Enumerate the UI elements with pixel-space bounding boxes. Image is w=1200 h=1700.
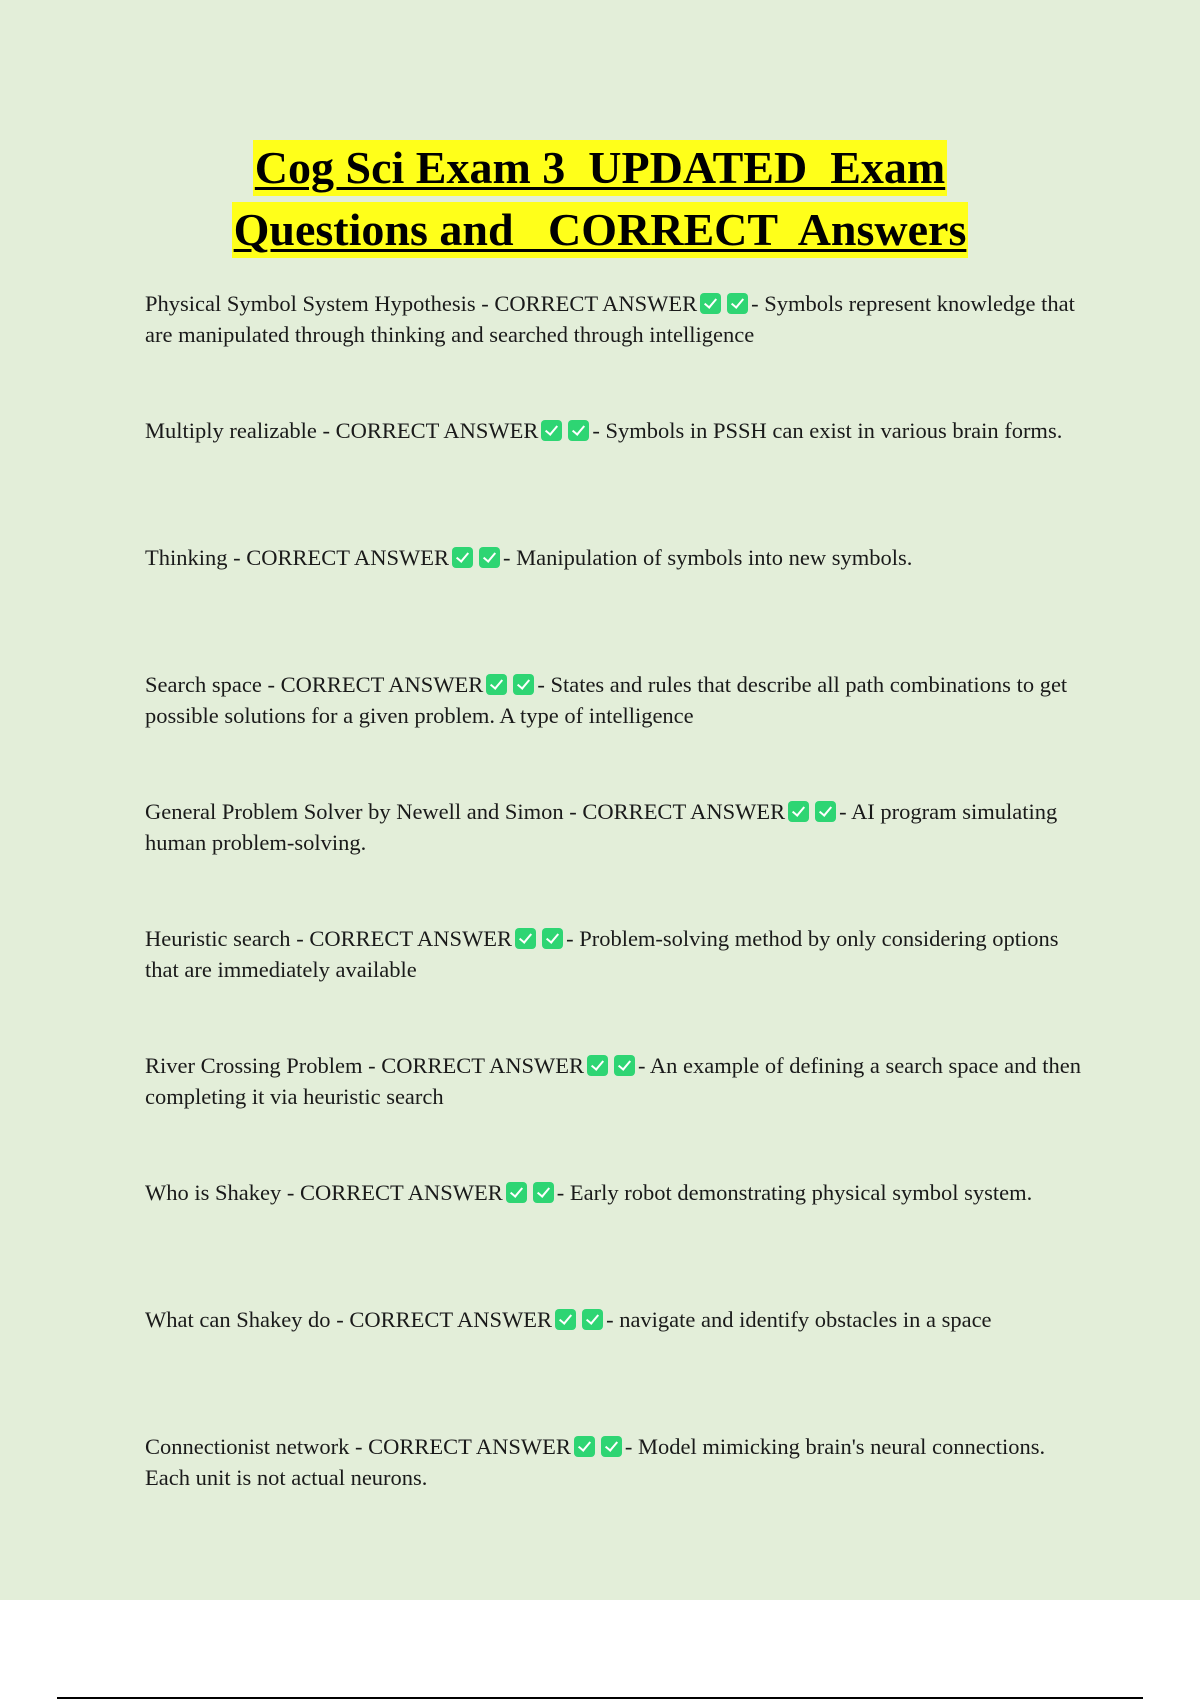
footer-divider	[57, 1697, 1143, 1699]
qa-answer: Symbols in PSSH can exist in various brain forms.	[605, 418, 1063, 443]
check-mark-button-icon	[574, 1436, 595, 1457]
qa-answer: Model mimicking brain's neural connections. Each unit is not actual neurons.	[145, 1434, 1046, 1490]
qa-item: River Crossing Problem - CORRECT ANSWER - An example of defining a search space and then completing it via heuristic search	[145, 1053, 1081, 1109]
check-mark-button-icon	[555, 1309, 576, 1330]
qa-item: General Problem Solver by Newell and Simon - CORRECT ANSWER - AI program simulating human problem-solving.	[145, 799, 1058, 855]
qa-answer: Manipulation of symbols into new symbols.	[516, 545, 913, 570]
check-mark-button-icon	[614, 1055, 635, 1076]
qa-term: Physical Symbol System Hypothesis	[145, 291, 476, 316]
correct-answer-marker: CORRECT ANSWER	[309, 926, 513, 951]
qa-item: Connectionist network - CORRECT ANSWER - Model mimicking brain's neural connections. Each unit is not actual neurons.	[145, 1434, 1046, 1490]
correct-answer-marker: CORRECT ANSWER	[494, 291, 698, 316]
page-title	[0, 140, 1200, 258]
check-mark-button-icon	[700, 293, 721, 314]
qa-item: Thinking - CORRECT ANSWER - Manipulation of symbols into new symbols.	[145, 545, 913, 570]
qa-term: Thinking	[145, 545, 228, 570]
check-mark-button-icon	[486, 674, 507, 695]
check-mark-button-icon	[542, 928, 563, 949]
qa-answer: Problem-solving method by only considering options that are immediately available	[145, 926, 1059, 982]
check-mark-button-icon	[568, 420, 589, 441]
qa-item: What can Shakey do - CORRECT ANSWER - navigate and identify obstacles in a space	[145, 1307, 992, 1332]
qa-answer: Early robot demonstrating physical symbol system.	[569, 1180, 1033, 1205]
qa-answer: Symbols represent knowledge that are manipulated through thinking and searched through intelligence	[145, 291, 1075, 347]
correct-answer-marker: CORRECT ANSWER	[335, 418, 539, 443]
correct-answer-marker: CORRECT ANSWER	[246, 545, 449, 570]
correct-answer-marker: CORRECT ANSWER	[349, 1307, 553, 1332]
correct-answer-marker: CORRECT ANSWER	[299, 1180, 503, 1205]
check-mark-button-icon	[582, 1309, 603, 1330]
correct-answer-marker: CORRECT ANSWER	[368, 1434, 571, 1459]
qa-item: Multiply realizable - CORRECT ANSWER - Symbols in PSSH can exist in various brain forms.	[145, 418, 1063, 443]
qa-answer: States and rules that describe all path combinations to get possible solutions for a given problem. A type of intelligence	[145, 672, 1068, 728]
check-mark-button-icon	[479, 547, 500, 568]
qa-term: Connectionist network	[145, 1434, 350, 1459]
qa-item: Physical Symbol System Hypothesis - CORRECT ANSWER - Symbols represent knowledge that are manipulated through thinking and searched through intelligence	[145, 291, 1075, 347]
title-line-1: Cog Sci Exam 3 UPDATED Exam	[253, 140, 947, 196]
check-mark-button-icon	[788, 801, 809, 822]
check-mark-button-icon	[506, 1182, 527, 1203]
qa-answer: An example of defining a search space and then completing it via heuristic search	[145, 1053, 1081, 1109]
qa-term: Heuristic search	[145, 926, 291, 951]
qa-term: Search space	[145, 672, 262, 697]
qa-item: Search space - CORRECT ANSWER - States and rules that describe all path combinations to get possible solutions for a given problem. A type of intelligence	[145, 672, 1068, 728]
check-mark-button-icon	[541, 420, 562, 441]
check-mark-button-icon	[587, 1055, 608, 1076]
check-mark-button-icon	[513, 674, 534, 695]
correct-answer-marker: CORRECT ANSWER	[582, 799, 786, 824]
qa-answer: navigate and identify obstacles in a space	[619, 1307, 992, 1332]
qa-term: What can Shakey do	[145, 1307, 331, 1332]
qa-term: Multiply realizable	[145, 418, 317, 443]
check-mark-button-icon	[533, 1182, 554, 1203]
qa-item: Who is Shakey - CORRECT ANSWER - Early robot demonstrating physical symbol system.	[145, 1180, 1033, 1205]
check-mark-button-icon	[515, 928, 536, 949]
check-mark-button-icon	[727, 293, 748, 314]
qa-term: Who is Shakey	[145, 1180, 282, 1205]
correct-answer-marker: CORRECT ANSWER	[381, 1053, 584, 1078]
qa-list	[145, 288, 1095, 1558]
qa-item: Heuristic search - CORRECT ANSWER - Problem-solving method by only considering options that are immediately available	[145, 926, 1059, 982]
qa-term: River Crossing Problem	[145, 1053, 363, 1078]
qa-term: General Problem Solver by Newell and Simon	[145, 799, 564, 824]
correct-answer-marker: CORRECT ANSWER	[280, 672, 484, 697]
check-mark-button-icon	[815, 801, 836, 822]
qa-answer: AI program simulating human problem-solving.	[145, 799, 1058, 855]
check-mark-button-icon	[601, 1436, 622, 1457]
title-line-2: Questions and CORRECT Answers	[232, 202, 969, 258]
check-mark-button-icon	[452, 547, 473, 568]
